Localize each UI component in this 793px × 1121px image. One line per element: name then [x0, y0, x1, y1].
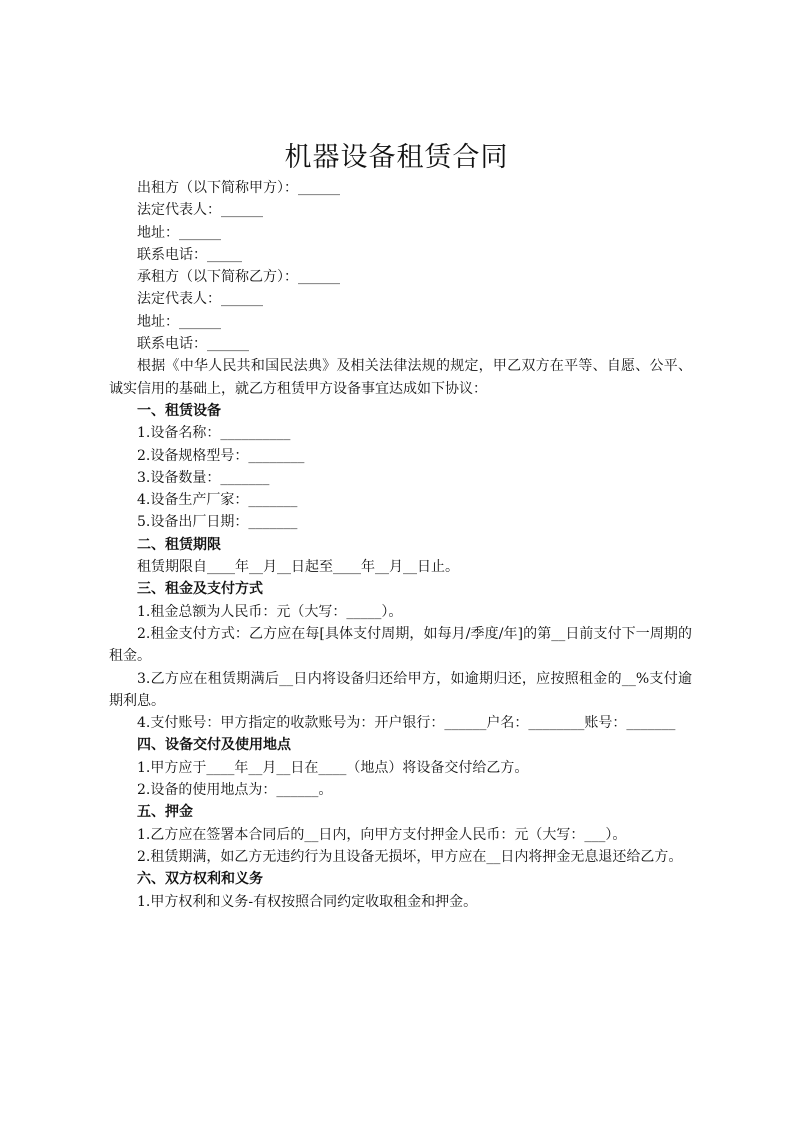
paragraph-sec3-item1: 1.租金总额为人民币：元（大写：_____）。	[137, 603, 403, 620]
section-heading: 六、双方权利和义务	[137, 871, 263, 888]
paragraph-lessor-rep: 法定代表人：______	[137, 202, 263, 219]
paragraph-sec6-item1: 1.甲方权利和义务-有权按照合同约定收取租金和押金。	[137, 893, 478, 910]
section-heading: 一、租赁设备	[137, 402, 221, 419]
paragraph-sec3-item3: 3.乙方应在租赁期满后__日内将设备归还给甲方，如逾期归还，应按照租金的__%支付逾期利息。	[109, 670, 692, 709]
paragraph-lessor-phone: 联系电话：_____	[137, 246, 242, 263]
paragraph-lessee-rep: 法定代表人：______	[137, 291, 263, 308]
paragraph-sec4-item2: 2.设备的使用地点为：______。	[137, 782, 333, 799]
paragraph-sec3-item2: 2.租金支付方式：乙方应在每[具体支付周期，如每月/季度/年]的第__日前支付下一周期的租金。	[109, 625, 692, 665]
paragraph-sec5-item1: 1.乙方应在签署本合同后的__日内，向甲方支付押金人民币：元（大写：___）。	[137, 826, 627, 843]
paragraph-lessee-address: 地址：______	[137, 313, 221, 330]
paragraph-sec5-item2: 2.租赁期满，如乙方无违约行为且设备无损坏，甲方应在__日内将押金无息退还给乙方。	[137, 848, 683, 865]
paragraph-sec4-item1: 1.甲方应于____年__月__日在____（地点）将设备交付给乙方。	[137, 759, 529, 776]
paragraph-sec1-item3: 3.设备数量：_______	[137, 469, 270, 486]
document-title: 机器设备租赁合同	[284, 142, 509, 173]
paragraph-sec3-item4: 4.支付账号：甲方指定的收款账号为：开户银行：______户名：________账号：_______	[137, 715, 676, 732]
section-heading: 二、租赁期限	[137, 536, 221, 553]
paragraph-sec1-item5: 5.设备出厂日期：_______	[137, 514, 298, 531]
paragraph-lessee: 承租方（以下简称乙方）：______	[137, 269, 340, 286]
paragraph-lessor: 出租方（以下简称甲方）：______	[137, 180, 340, 196]
paragraph-sec1-item2: 2.设备规格型号：________	[137, 447, 305, 464]
paragraph-preamble: 根据《中华人民共和国民法典》及相关法律法规的规定，甲乙双方在平等、自愿、公平、诚实信用的基础上，就乙方租赁甲方设备事宜达成如下协议：	[109, 358, 692, 397]
section-heading: 四、设备交付及使用地点	[137, 737, 291, 754]
document-body	[109, 177, 692, 913]
paragraph-sec1-item1: 1.设备名称：__________	[137, 425, 291, 442]
paragraph-sec2-term: 租赁期限自____年__月__日起至____年__月__日止。	[137, 559, 459, 576]
section-heading: 三、租金及支付方式	[137, 581, 263, 598]
paragraph-lessee-phone: 联系电话：______	[137, 336, 249, 353]
paragraph-lessor-address: 地址：______	[137, 224, 221, 241]
section-heading: 五、押金	[137, 804, 193, 821]
paragraph-sec1-item4: 4.设备生产厂家：_______	[137, 492, 298, 509]
